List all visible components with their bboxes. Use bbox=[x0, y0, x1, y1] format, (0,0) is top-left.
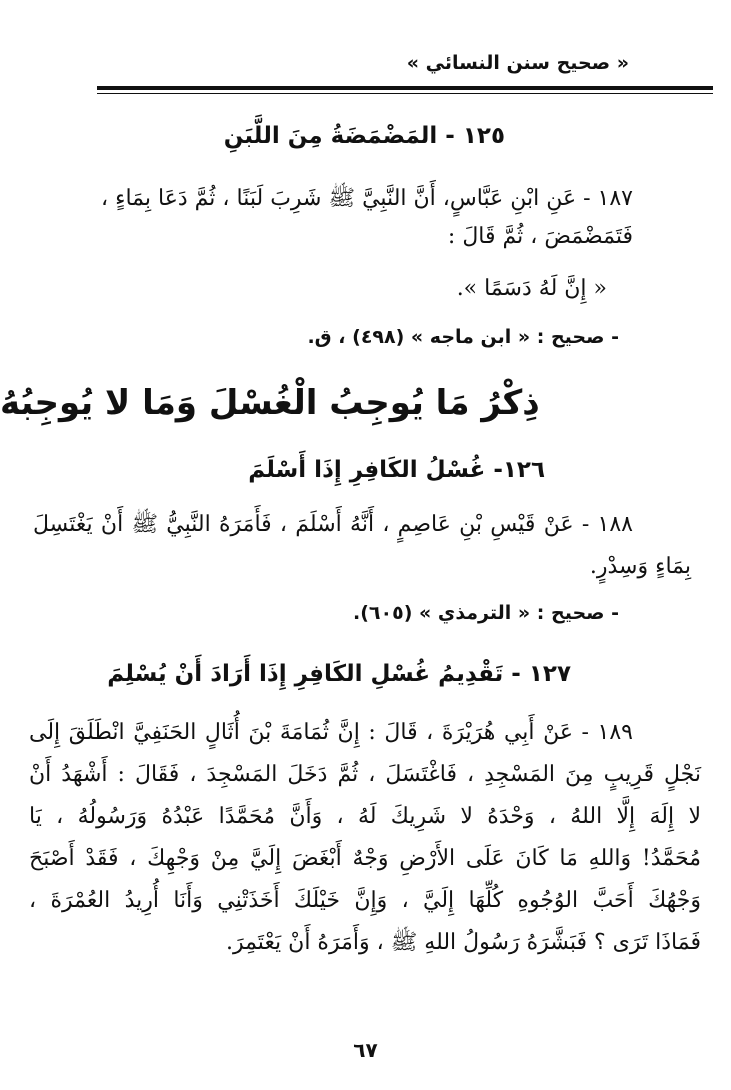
chapter-125-heading: ١٢٥ - المَضْمَضَةُ مِنَ اللَّبَنِ bbox=[223, 123, 505, 149]
running-header-title: « صحيح سنن النسائي » bbox=[406, 52, 629, 74]
chapter-127-heading: ١٢٧ - تَقْدِيمُ غُسْلِ الكَافِرِ إِذَا أَرَادَ أَنْ يُسْلِمَ bbox=[107, 661, 571, 687]
hadith-189-line-5: وَجْهُكَ أَحَبَّ الوُجُوهِ كُلِّهَا إِلَيَّ ، وَإِنَّ خَيْلَكَ أَخَذَتْنِي وَأَنَا أُرِيدُ العُمْرَةَ ، bbox=[29, 888, 701, 913]
chapter-126-heading: ١٢٦- غُسْلُ الكَافِرِ إِذَا أَسْلَمَ bbox=[248, 457, 545, 483]
hadith-187-line-1: ١٨٧ - عَنِ ابْنِ عَبَّاسٍ، أَنَّ النَّبِيَّ ﷺ شَرِبَ لَبَنًا ، ثُمَّ دَعَا بِمَاءٍ ، bbox=[101, 186, 633, 211]
hadith-187-line-2: فَتَمَضْمَضَ ، ثُمَّ قَالَ : bbox=[447, 224, 633, 249]
hadith-187-line-3: « إِنَّ لَهُ دَسَمًا ». bbox=[456, 276, 607, 301]
grading-187: - صحيح : « ابن ماجه » (٤٩٨) ، ق. bbox=[307, 326, 619, 348]
header-rule-thick bbox=[97, 86, 713, 90]
hadith-189-line-6: فَمَاذَا تَرَى ؟ فَبَشَّرَهُ رَسُولُ اللهِ ﷺ ، وَأَمَرَهُ أَنْ يَعْتَمِرَ. bbox=[225, 930, 701, 955]
hadith-189-line-4: مُحَمَّدُ! وَاللهِ مَا كَانَ عَلَى الأَرْضِ وَجْهٌ أَبْغَضَ إِلَيَّ مِنْ وَجْهِكَ ، فَقَدْ أَصْبَحَ bbox=[29, 846, 701, 871]
header-rule-thin bbox=[97, 93, 713, 94]
hadith-189-line-3: لا إِلَهَ إِلَّا اللهُ ، وَحْدَهُ لا شَرِيكَ لَهُ ، وَأَنَّ مُحَمَّدًا عَبْدُهُ وَرَسُولُهُ ، يَا bbox=[29, 804, 701, 829]
hadith-188-line-2: بِمَاءٍ وَسِدْرٍ. bbox=[589, 554, 691, 579]
grading-188: - صحيح : « الترمذي » (٦٠٥). bbox=[353, 602, 619, 624]
hadith-188-line-1: ١٨٨ - عَنْ قَيْسِ بْنِ عَاصِمٍ ، أَنَّهُ أَسْلَمَ ، فَأَمَرَهُ النَّبِيُّ ﷺ أَنْ يَغْتَسِلَ bbox=[33, 512, 633, 537]
section-title: ذِكْرُ مَا يُوجِبُ الْغُسْلَ وَمَا لا يُوجِبُهُ bbox=[0, 383, 540, 423]
hadith-189-line-2: نَجْلٍ قَرِيبٍ مِنَ المَسْجِدِ ، فَاغْتَسَلَ ، ثُمَّ دَخَلَ المَسْجِدَ ، فَقَالَ : أَشْهَدُ أَنْ bbox=[29, 762, 701, 787]
hadith-189-line-1: ١٨٩ - عَنْ أَبِي هُرَيْرَةَ ، قَالَ : إِنَّ ثُمَامَةَ بْنَ أُثَالٍ الحَنَفِيَّ انْطَلَقَ إِلَى bbox=[29, 720, 633, 745]
page-number: ٦٧ bbox=[353, 1038, 378, 1062]
